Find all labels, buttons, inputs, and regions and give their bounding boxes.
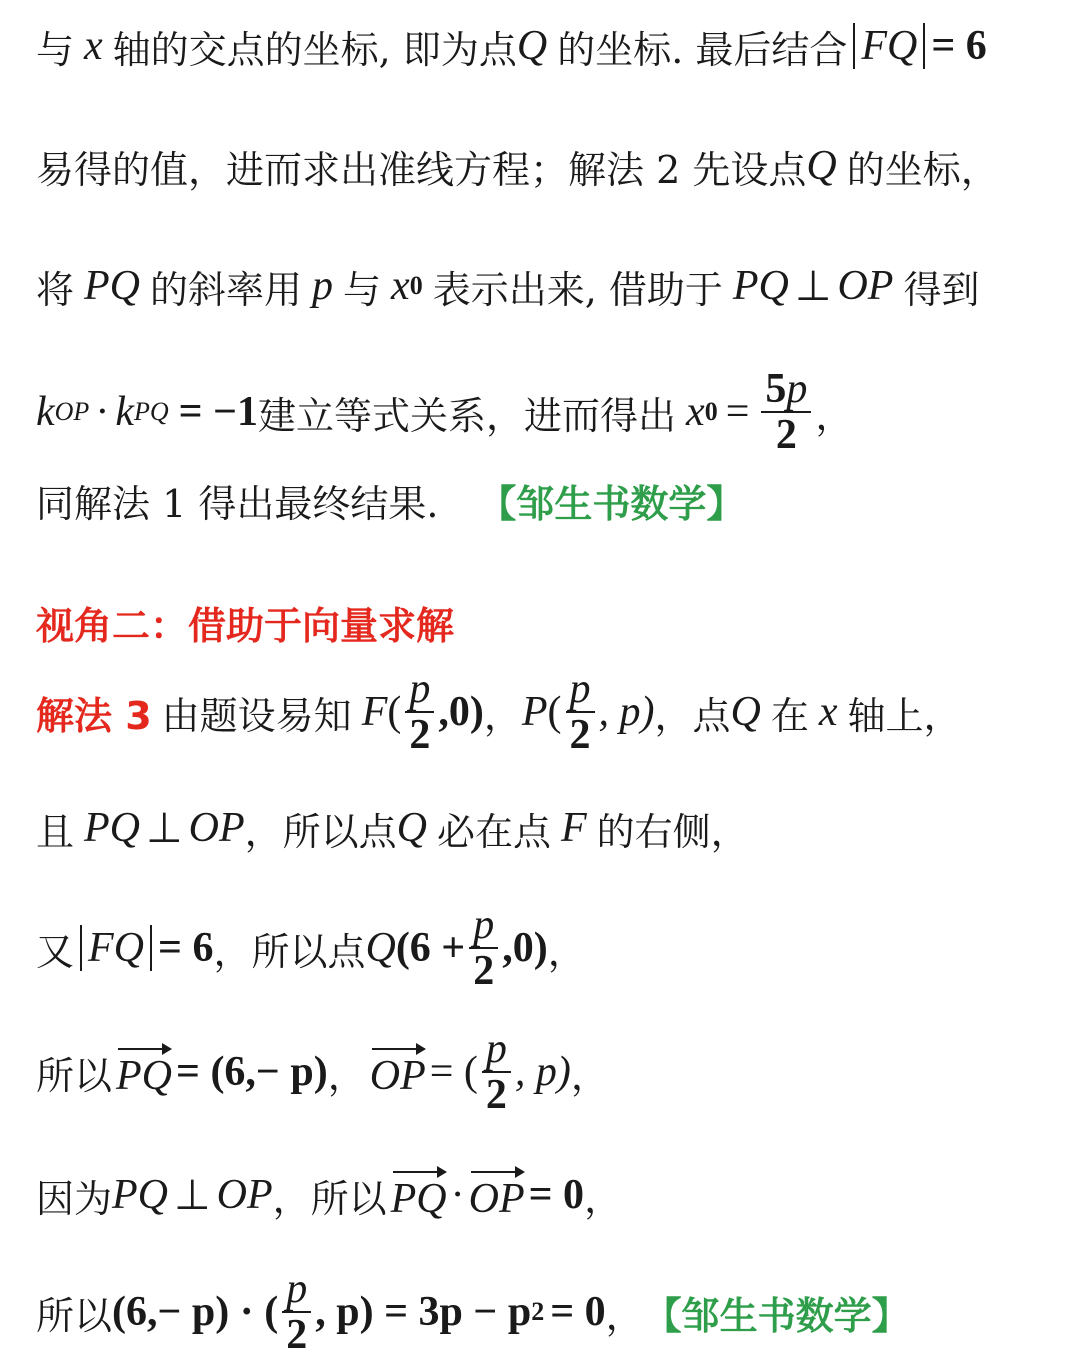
math-var: Q (396, 805, 427, 851)
math-expr: ,0) (438, 689, 484, 735)
math-superscript: 2 (531, 1297, 545, 1326)
math-var: F (560, 805, 587, 851)
math-expr: ,0) (502, 925, 548, 971)
text: 所以 (36, 1053, 113, 1098)
perp-symbol: ⊥ (794, 264, 832, 310)
text-line-11 (36, 1160, 1060, 1230)
abs-expression: FQ (80, 925, 152, 971)
math-var: F (361, 689, 388, 735)
text: 同解法 1 得出最终结果. (36, 481, 439, 526)
text: 与 (36, 27, 75, 72)
fraction (482, 1027, 511, 1117)
text: 且 (36, 809, 75, 854)
math-eq: = 0 (528, 1172, 585, 1218)
math-var: PQ (732, 263, 789, 309)
text-line-5 (36, 470, 1060, 530)
fraction-denominator: 2 (485, 1072, 507, 1118)
math-var: Q (516, 23, 548, 69)
math-expr: (6,− p) · ( (112, 1289, 279, 1335)
math-paren: ( (547, 689, 562, 735)
fraction (405, 667, 434, 757)
text-line-7 (36, 662, 1060, 762)
math-expr: (6 + (395, 925, 466, 971)
math-expr: = ( (429, 1049, 478, 1095)
math-var: PQ (84, 263, 141, 309)
math-var: PQ (84, 805, 141, 851)
fraction-numerator: p (482, 1027, 511, 1073)
text: 得到 (903, 267, 980, 312)
text: 的坐标， (846, 147, 999, 192)
vector-op: OP (370, 1044, 426, 1100)
math-eq: = 6 (158, 925, 214, 971)
text-line-8 (36, 798, 1060, 858)
text: 又 (36, 929, 75, 974)
heading-text: 视角二：借助于向量求解 (36, 603, 455, 648)
math-var: x (84, 23, 103, 69)
fraction-numerator: 5 (765, 366, 787, 412)
math-expr: , p) (514, 1049, 571, 1095)
brand-watermark: 【邹生书数学】 (478, 481, 745, 526)
text: 与 (343, 267, 382, 312)
section-heading (36, 592, 1060, 652)
vector-op: OP (469, 1167, 525, 1223)
method-label: 解法 3 (36, 693, 152, 738)
text: 因为 (36, 1176, 113, 1221)
math-var: Q (730, 689, 761, 735)
math-var: x (391, 263, 410, 309)
text: 轴上， (847, 693, 962, 738)
text: 的坐标. 最后结合 (557, 27, 848, 72)
vector-pq: PQ (391, 1167, 447, 1223)
fraction-numerator: p (282, 1267, 311, 1313)
text: 易得的值，进而求出准线方程；解法 2 先设点 (36, 147, 807, 192)
fraction-numerator: p (405, 667, 434, 713)
text: 表示出来, 借助于 (432, 267, 723, 312)
text: ，所以 (272, 1176, 387, 1221)
text-line-3 (36, 256, 1060, 316)
text: ， (547, 929, 586, 974)
text-line-2 (36, 136, 1060, 196)
fraction-denominator: 2 (569, 712, 591, 758)
math-eq: = (725, 389, 750, 435)
fraction-denominator: 2 (409, 712, 431, 758)
math-var: p (312, 263, 334, 309)
math-expr: , p) = 3p − p (315, 1289, 532, 1335)
math-expr: , p) (598, 689, 655, 735)
fraction-numerator: p (469, 903, 498, 949)
vector-pq: PQ (116, 1044, 172, 1100)
text: 由题设易知 (161, 693, 352, 738)
text: ，所以点 (213, 929, 366, 974)
math-var: k (115, 389, 134, 435)
dot-operator: · (450, 1172, 465, 1218)
text-line-4 (36, 362, 1060, 462)
math-var: OP (837, 263, 894, 309)
text: 必在点 (436, 809, 551, 854)
fraction (761, 367, 811, 457)
fraction-numerator: p (566, 667, 595, 713)
text: ， (483, 693, 522, 738)
perp-symbol: ⊥ (174, 1173, 211, 1219)
text: ， (815, 393, 854, 438)
text: ， (605, 1293, 644, 1338)
text: 在 (770, 693, 809, 738)
text: 的右侧， (596, 809, 749, 854)
text: 将 (36, 267, 75, 312)
math-var: Q (806, 143, 837, 189)
math-var: OP (188, 805, 245, 851)
text-line-12 (36, 1262, 1060, 1362)
perp-symbol: ⊥ (146, 806, 183, 852)
text: ，所以点 (244, 809, 397, 854)
text-line-1 (36, 16, 1060, 76)
math-expr: = (6,− p) (176, 1049, 328, 1095)
text: ， (584, 1176, 623, 1221)
math-eq: = 0 (550, 1289, 606, 1335)
math-paren: ( (387, 689, 402, 735)
brand-watermark: 【邹生书数学】 (643, 1293, 910, 1338)
math-subscript: OP (54, 397, 90, 426)
text: ， (570, 1053, 609, 1098)
dot-operator: · (95, 389, 110, 435)
fraction (469, 903, 498, 993)
math-var: OP (216, 1172, 273, 1218)
math-var: PQ (112, 1172, 169, 1218)
math-var: P (521, 689, 548, 735)
fraction (282, 1267, 311, 1357)
math-subscript: 0 (704, 397, 718, 426)
math-var: Q (365, 925, 396, 971)
text-line-10 (36, 1022, 1060, 1122)
math-subscript: 0 (409, 271, 423, 300)
text: 所以 (36, 1293, 113, 1338)
text-line-9 (36, 898, 1060, 998)
math-var: x (818, 689, 838, 735)
text: ， (327, 1053, 366, 1098)
text: 建立等式关系，进而得出 (258, 393, 677, 438)
math-eq: = −1 (178, 389, 259, 435)
text: ，点 (654, 693, 731, 738)
fraction-denominator: 2 (473, 948, 495, 994)
math-var: x (686, 389, 705, 435)
fraction-denominator: 2 (775, 412, 797, 458)
math-subscript: PQ (133, 397, 169, 426)
text: 轴的交点的坐标, 即为点 (112, 27, 517, 72)
abs-expression: FQ (853, 23, 925, 69)
fraction-denominator: 2 (286, 1312, 308, 1358)
math-var: k (36, 389, 55, 435)
fraction-numerator-var: p (786, 366, 808, 412)
text: 的斜率用 (150, 267, 303, 312)
math-eq: = 6 (931, 23, 987, 69)
fraction (566, 667, 595, 757)
